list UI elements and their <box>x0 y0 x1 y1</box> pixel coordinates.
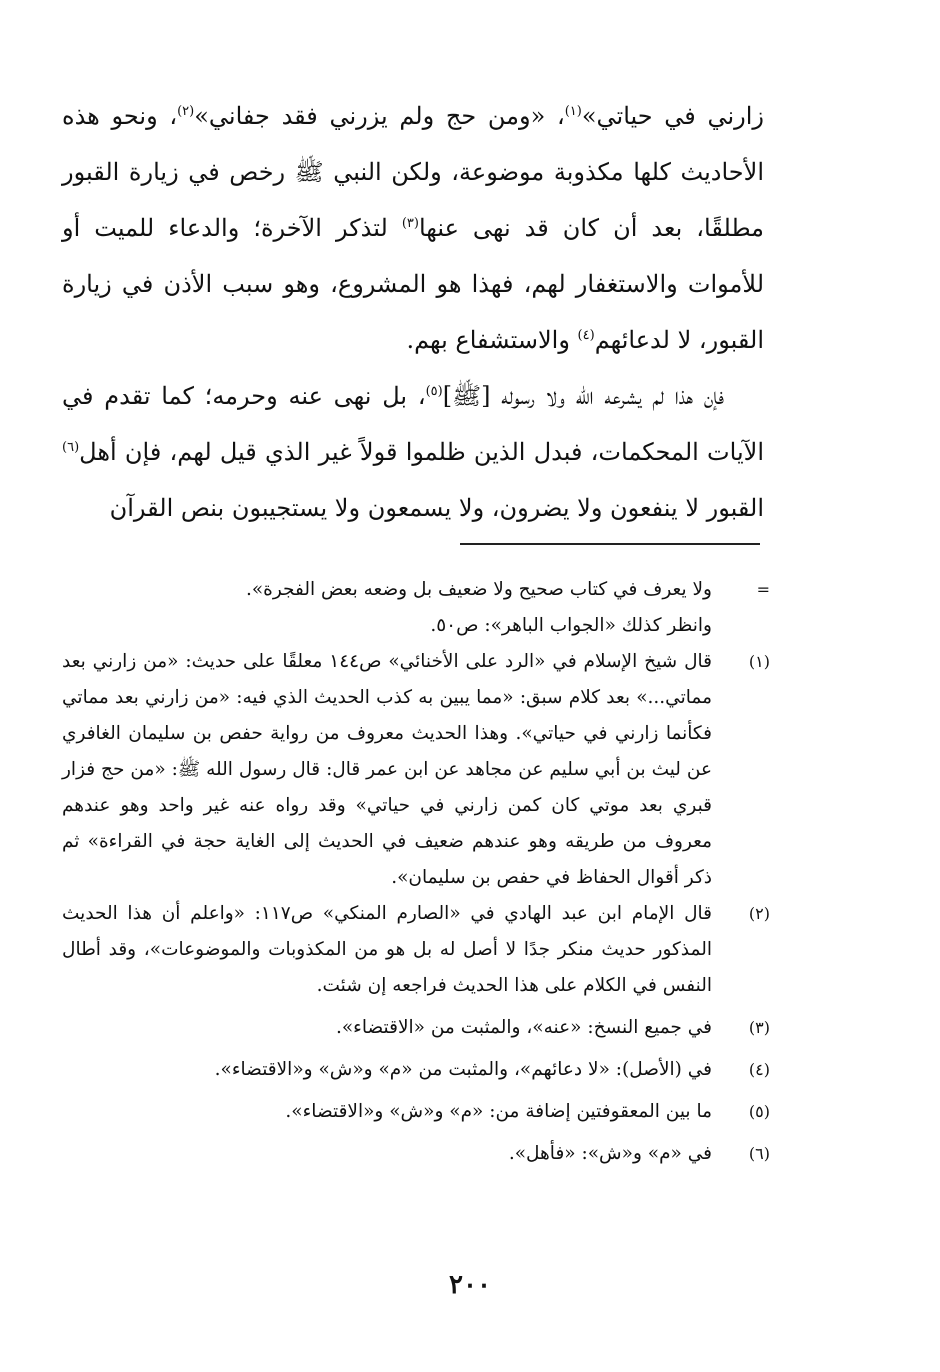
footnote-ref-6[interactable]: (٦) <box>62 440 80 455</box>
footnote-ref-2[interactable]: (٢) <box>177 104 195 119</box>
footnote-number: (٥) <box>748 1102 770 1121</box>
footnote-number: (٤) <box>748 1060 770 1079</box>
footnote-continuation <box>62 572 770 644</box>
continuation-line-2: وانظر كذلك «الجواب الباهر»: ص٥٠. <box>430 615 712 636</box>
footnote-text: قال الإمام ابن عبد الهادي في «الصارم المنكي» ص١١٧: «واعلم أن هذا الحديث المذكور حديث منكر جدًا لا أصل له بل هو من المكذوبات والموضوعات»، وقد أطال النفس في الكلام على هذا الحديث فراجعه إن شئت. <box>62 903 712 996</box>
footnote-text: ما بين المعقوفتين إضافة من: «م» و«ش» و«الاقتضاء». <box>285 1101 712 1122</box>
footnote-5 <box>62 1094 770 1130</box>
footnote-ref-4[interactable]: (٤) <box>577 328 595 343</box>
footnote-1 <box>62 644 770 896</box>
footnote-number: (٢) <box>748 904 770 923</box>
continuation-line-1: ولا يعرف في كتاب صحيح ولا ضعيف بل وضعه بعض الفجرة». <box>245 579 712 600</box>
main-paragraph-2: فإن هذا لم يشرعه الله ولا رسوله [ﷺ]$^{(٥)}$، بل نهى عنه وحرمه؛ كما تقدم في الآيات المحكمات، فبدل الذين ظلموا قولاً غير الذي قيل لهم، فإن أهل$^{(٦)}$ القبور لا ينفعون ولا يضرون، ولا يسمعون ولا يستجيبون بنص القرآن <box>62 382 764 522</box>
footnote-number: (١) <box>748 652 770 671</box>
footnote-separator <box>460 543 760 545</box>
footnote-ref-1[interactable]: (١) <box>564 104 582 119</box>
continuation-marker: = <box>756 580 770 599</box>
footnotes <box>62 572 770 1172</box>
page-number: ٢٠٠ <box>449 1270 491 1300</box>
footnote-number: (٦) <box>748 1144 770 1163</box>
footnote-text: في (الأصل): «لا دعائهم»، والمثبت من «م» و«ش» و«الاقتضاء». <box>214 1059 712 1080</box>
footnote-text: قال شيخ الإسلام في «الرد على الأخنائي» ص١٤٤ معلقًا على حديث: «من زارني بعد مماتي...» بعد كلام سبق: «مما يبين به كذب الحديث الذي فيه: «من زارني بعد مماتي فكأنما زارني في حياتي». وهذا الحديث معروف من رواية حفص بن سليمان الغافري عن ليث بن أبي سليم عن مجاهد عن ابن عمر قال: قال رسول الله ﷺ: «من حج فزار قبري بعد موتي كان كمن زارني في حياتي» وقد رواه عنه غير واحد وهو عندهم معروف من طريقه وهو عندهم ضعيف في الحديث إلى الغاية حجة في القراءة» ثم ذكر أقوال الحفاظ في حفص بن سليمان». <box>62 651 712 888</box>
footnote-text: في «م» و«ش»: «فأهل». <box>508 1143 712 1164</box>
main-text <box>62 88 764 536</box>
footnote-ref-5[interactable]: (٥) <box>425 384 443 399</box>
footnote-ref-3[interactable]: (٣) <box>401 216 419 231</box>
footnote-2 <box>62 896 770 1004</box>
main-paragraph-1: زارني في حياتي»$^{(١)}$، «ومن حج ولم يزرني فقد جفاني»$^{(٢)}$، ونحو هذه الأحاديث كلها مكذوبة موضوعة، ولكن النبي ﷺ رخص في زيارة القبور مطلقًا، بعد أن كان قد نهى عنها$^{(٣)}$ لتذكر الآخرة؛ والدعاء للميت أو للأموات والاستغفار لهم، فهذا هو المشروع، وهو سبب الأذن في زيارة القبور، لا لدعائهم$^{(٤)}$ والاستشفاع بهم. <box>62 102 764 354</box>
footnote-3 <box>62 1010 770 1046</box>
footnote-6 <box>62 1136 770 1172</box>
footnote-number: (٣) <box>748 1018 770 1037</box>
footnote-text: في جميع النسخ: «عنه»، والمثبت من «الاقتضاء». <box>335 1017 712 1038</box>
footnote-4 <box>62 1052 770 1088</box>
